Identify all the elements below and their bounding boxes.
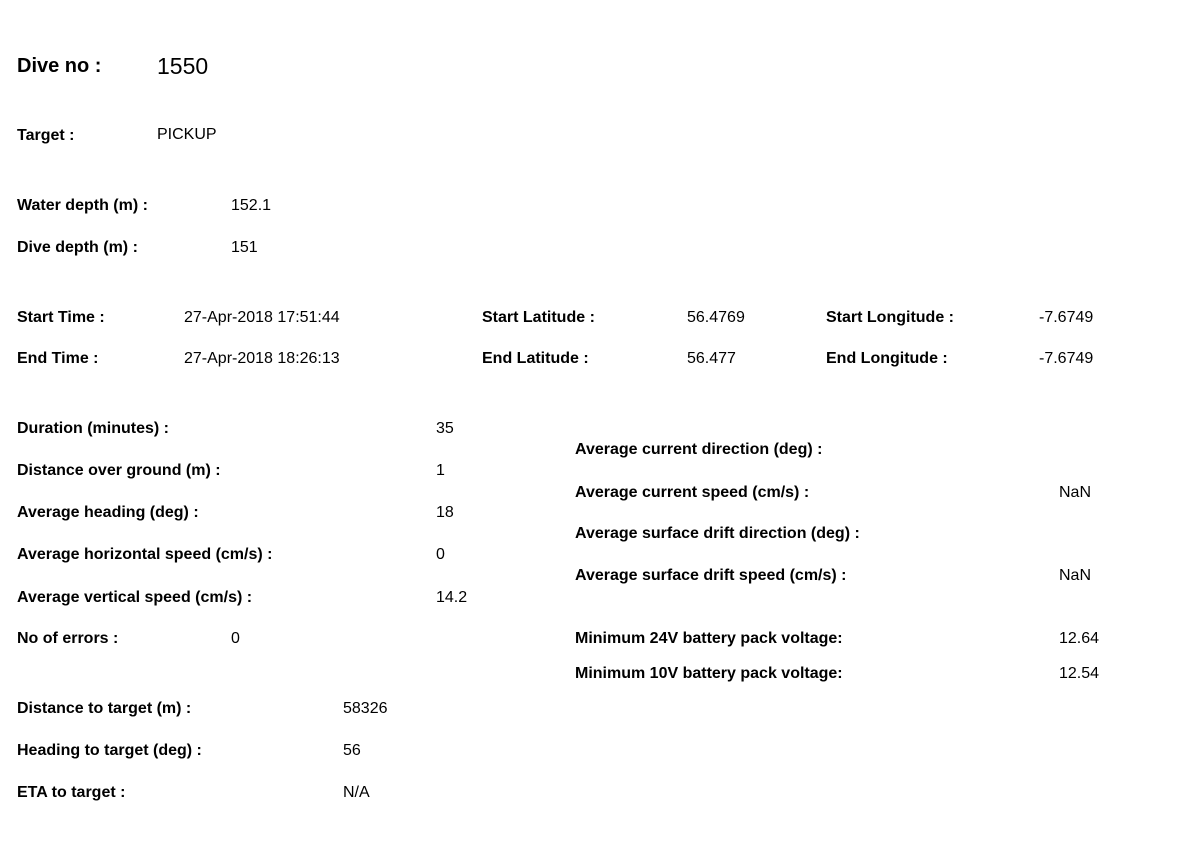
battery-24v-value: 12.64 [1059,630,1100,647]
average-surface-drift-speed-label: Average surface drift speed (cm/s) : [575,567,847,584]
distance-to-target-value: 58326 [343,700,388,717]
errors-value: 0 [231,630,240,647]
end-longitude-value: -7.6749 [1039,350,1094,367]
dive-depth-value: 151 [231,239,258,256]
battery-24v-label: Minimum 24V battery pack voltage: [575,630,843,647]
eta-to-target-value: N/A [343,784,370,801]
battery-10v-value: 12.54 [1059,665,1100,682]
start-time-label: Start Time : [17,309,105,326]
end-time-value: 27-Apr-2018 18:26:13 [184,350,340,367]
duration-value: 35 [436,420,454,437]
end-latitude-value: 56.477 [687,350,736,367]
end-time-label: End Time : [17,350,99,367]
start-longitude-label: Start Longitude : [826,309,954,326]
average-current-speed-label: Average current speed (cm/s) : [575,484,810,501]
heading-to-target-value: 56 [343,742,361,759]
average-heading-label: Average heading (deg) : [17,504,199,521]
average-current-speed-value: NaN [1059,484,1092,501]
average-surface-drift-speed-value: NaN [1059,567,1092,584]
battery-10v-label: Minimum 10V battery pack voltage: [575,665,843,682]
average-current-direction-label: Average current direction (deg) : [575,441,823,458]
average-vertical-speed-value: 14.2 [436,589,468,606]
heading-to-target-label: Heading to target (deg) : [17,742,202,759]
target-label: Target : [17,127,75,144]
eta-to-target-label: ETA to target : [17,784,126,801]
average-horizontal-speed-label: Average horizontal speed (cm/s) : [17,546,273,563]
water-depth-value: 152.1 [231,197,272,214]
start-time-value: 27-Apr-2018 17:51:44 [184,309,340,326]
duration-label: Duration (minutes) : [17,420,169,437]
start-latitude-value: 56.4769 [687,309,745,326]
average-heading-value: 18 [436,504,454,521]
distance-over-ground-value: 1 [436,462,445,479]
errors-label: No of errors : [17,630,119,647]
average-surface-drift-direction-label: Average surface drift direction (deg) : [575,525,860,542]
average-horizontal-speed-value: 0 [436,546,445,563]
average-vertical-speed-label: Average vertical speed (cm/s) : [17,589,253,606]
end-latitude-label: End Latitude : [482,350,589,367]
target-value: PICKUP [157,126,217,143]
start-longitude-value: -7.6749 [1039,309,1094,326]
water-depth-label: Water depth (m) : [17,197,148,214]
end-longitude-label: End Longitude : [826,350,948,367]
dive-no-label: Dive no : [17,55,102,77]
dive-depth-label: Dive depth (m) : [17,239,138,256]
start-latitude-label: Start Latitude : [482,309,595,326]
distance-to-target-label: Distance to target (m) : [17,700,192,717]
dive-no-value: 1550 [157,53,209,79]
distance-over-ground-label: Distance over ground (m) : [17,462,221,479]
